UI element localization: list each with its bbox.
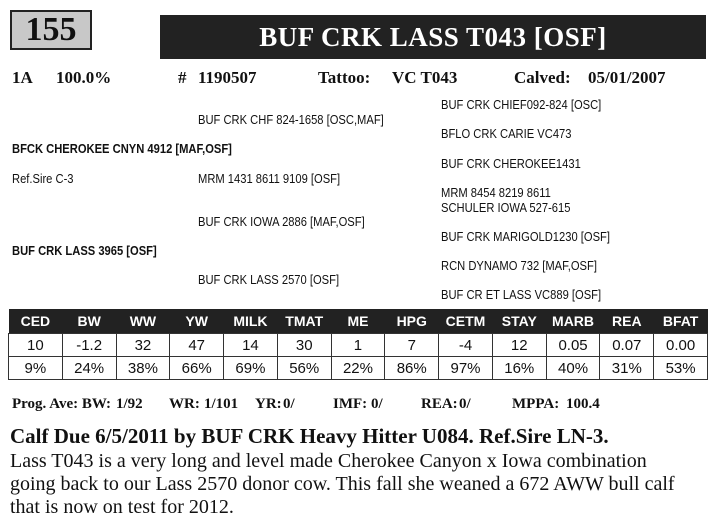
pedigree-dam-dam-sire: RCN DYNAMO 732 [MAF,OSF] xyxy=(441,258,597,273)
pedigree-sire-sire-sire: BUF CRK CHIEF092-824 [OSC] xyxy=(441,97,602,112)
epd-header-hpg: HPG xyxy=(385,309,439,334)
percent-value: 100.0% xyxy=(56,68,112,87)
epd-header-stay: STAY xyxy=(492,309,546,334)
epd-value-ced: 10 xyxy=(9,334,63,357)
progeny-bw-label: Prog. Ave: BW: xyxy=(12,396,112,412)
epd-value-ww: 32 xyxy=(116,334,170,357)
pedigree-sire: BFCK CHEROKEE CNYN 4912 [MAF,OSF] xyxy=(12,141,232,156)
epd-header-bw: BW xyxy=(62,309,116,334)
pedigree-dam-sire: BUF CRK IOWA 2886 [MAF,OSF] xyxy=(198,214,365,229)
epd-percentile-rea: 31% xyxy=(600,357,654,380)
pedigree-dam-dam: BUF CRK LASS 2570 [OSF] xyxy=(198,272,340,287)
epd-percentile-hpg: 86% xyxy=(385,357,439,380)
epd-header-ww: WW xyxy=(116,309,170,334)
epd-percentile-bfat: 53% xyxy=(654,357,708,380)
epd-header-yw: YW xyxy=(170,309,224,334)
pedigree-dam: BUF CRK LASS 3965 [OSF] xyxy=(12,243,157,258)
animal-name-banner: BUF CRK LASS T043 [OSF] xyxy=(160,15,706,59)
pedigree-sire-dam-dam: MRM 8454 8219 8611 xyxy=(441,185,551,200)
epd-value-bw: -1.2 xyxy=(62,334,116,357)
description-line: going back to our Lass 2570 donor cow. This fall she weaned a 672 AWW bull calf xyxy=(10,473,675,495)
progeny-mppa-value: 100.4 xyxy=(566,396,600,412)
epd-percentile-yw: 66% xyxy=(170,357,224,380)
class-label: 1A xyxy=(12,68,33,87)
epd-percentile-ced: 9% xyxy=(9,357,63,380)
epd-header-ced: CED xyxy=(9,309,63,334)
epd-header-bfat: BFAT xyxy=(654,309,708,334)
progeny-yr-value: 0/ xyxy=(283,396,295,412)
epd-value-hpg: 7 xyxy=(385,334,439,357)
epd-header-tmat: TMAT xyxy=(277,309,331,334)
pedigree-dam-sire-sire: SCHULER IOWA 527-615 xyxy=(441,200,571,215)
epd-value-bfat: 0.00 xyxy=(654,334,708,357)
epd-value-milk: 14 xyxy=(224,334,278,357)
pedigree-sire-sire-dam: BFLO CRK CARIE VC473 xyxy=(441,126,572,141)
registration-number: 1190507 xyxy=(198,68,257,87)
registration-hash: # xyxy=(178,68,187,87)
calved-date: 05/01/2007 xyxy=(588,68,666,87)
epd-header-marb: MARB xyxy=(546,309,600,334)
epd-percentile-cetm: 97% xyxy=(439,357,493,380)
epd-value-me: 1 xyxy=(331,334,385,357)
epd-value-stay: 12 xyxy=(492,334,546,357)
progeny-yr-label: YR: xyxy=(255,396,282,412)
description-line: that is now on test for 2012. xyxy=(10,496,234,518)
tattoo-label: Tattoo: xyxy=(318,68,371,87)
epd-header-row xyxy=(9,309,708,334)
pedigree-sire-dam: MRM 1431 8611 9109 [OSF] xyxy=(198,171,341,186)
epd-percentile-ww: 38% xyxy=(116,357,170,380)
progeny-imf-value: 0/ xyxy=(371,396,383,412)
tattoo-value: VC T043 xyxy=(392,68,458,87)
lot-number: 155 xyxy=(10,10,92,50)
calf-due-heading: Calf Due 6/5/2011 by BUF CRK Heavy Hitter U084. Ref.Sire LN-3. xyxy=(10,424,609,448)
pedigree-sire-sire: BUF CRK CHF 824-1658 [OSC,MAF] xyxy=(198,112,384,127)
progeny-wr-value: 1/101 xyxy=(204,396,239,412)
progeny-bw-value: 1/92 xyxy=(116,396,143,412)
description xyxy=(10,450,710,519)
epd-value-rea: 0.07 xyxy=(600,334,654,357)
epd-table xyxy=(8,309,708,380)
epd-percentile-me: 22% xyxy=(331,357,385,380)
epd-header-cetm: CETM xyxy=(439,309,493,334)
epd-value-yw: 47 xyxy=(170,334,224,357)
epd-percentile-marb: 40% xyxy=(546,357,600,380)
calved-label: Calved: xyxy=(514,68,571,87)
pedigree-ref-sire: Ref.Sire C-3 xyxy=(12,171,74,186)
progeny-mppa-label: MPPA: xyxy=(512,396,560,412)
epd-value-tmat: 30 xyxy=(277,334,331,357)
pedigree-dam-dam-dam: BUF CR ET LASS VC889 [OSF] xyxy=(441,287,602,302)
epd-percentile-bw: 24% xyxy=(62,357,116,380)
epd-percentile-milk: 69% xyxy=(224,357,278,380)
epd-header-milk: MILK xyxy=(224,309,278,334)
epd-percentile-stay: 16% xyxy=(492,357,546,380)
epd-values-row xyxy=(9,334,708,357)
epd-percentile-tmat: 56% xyxy=(277,357,331,380)
epd-header-me: ME xyxy=(331,309,385,334)
epd-percentile-row xyxy=(9,357,708,380)
progeny-rea-label: REA: xyxy=(421,396,458,412)
progeny-rea-value: 0/ xyxy=(459,396,471,412)
epd-header-rea: REA xyxy=(600,309,654,334)
description-line: Lass T043 is a very long and level made Cherokee Canyon x Iowa combination xyxy=(10,450,647,472)
pedigree-dam-sire-dam: BUF CRK MARIGOLD1230 [OSF] xyxy=(441,229,610,244)
pedigree-sire-dam-sire: BUF CRK CHEROKEE1431 xyxy=(441,156,581,171)
progeny-wr-label: WR: xyxy=(169,396,200,412)
epd-value-cetm: -4 xyxy=(439,334,493,357)
progeny-imf-label: IMF: xyxy=(333,396,368,412)
epd-value-marb: 0.05 xyxy=(546,334,600,357)
